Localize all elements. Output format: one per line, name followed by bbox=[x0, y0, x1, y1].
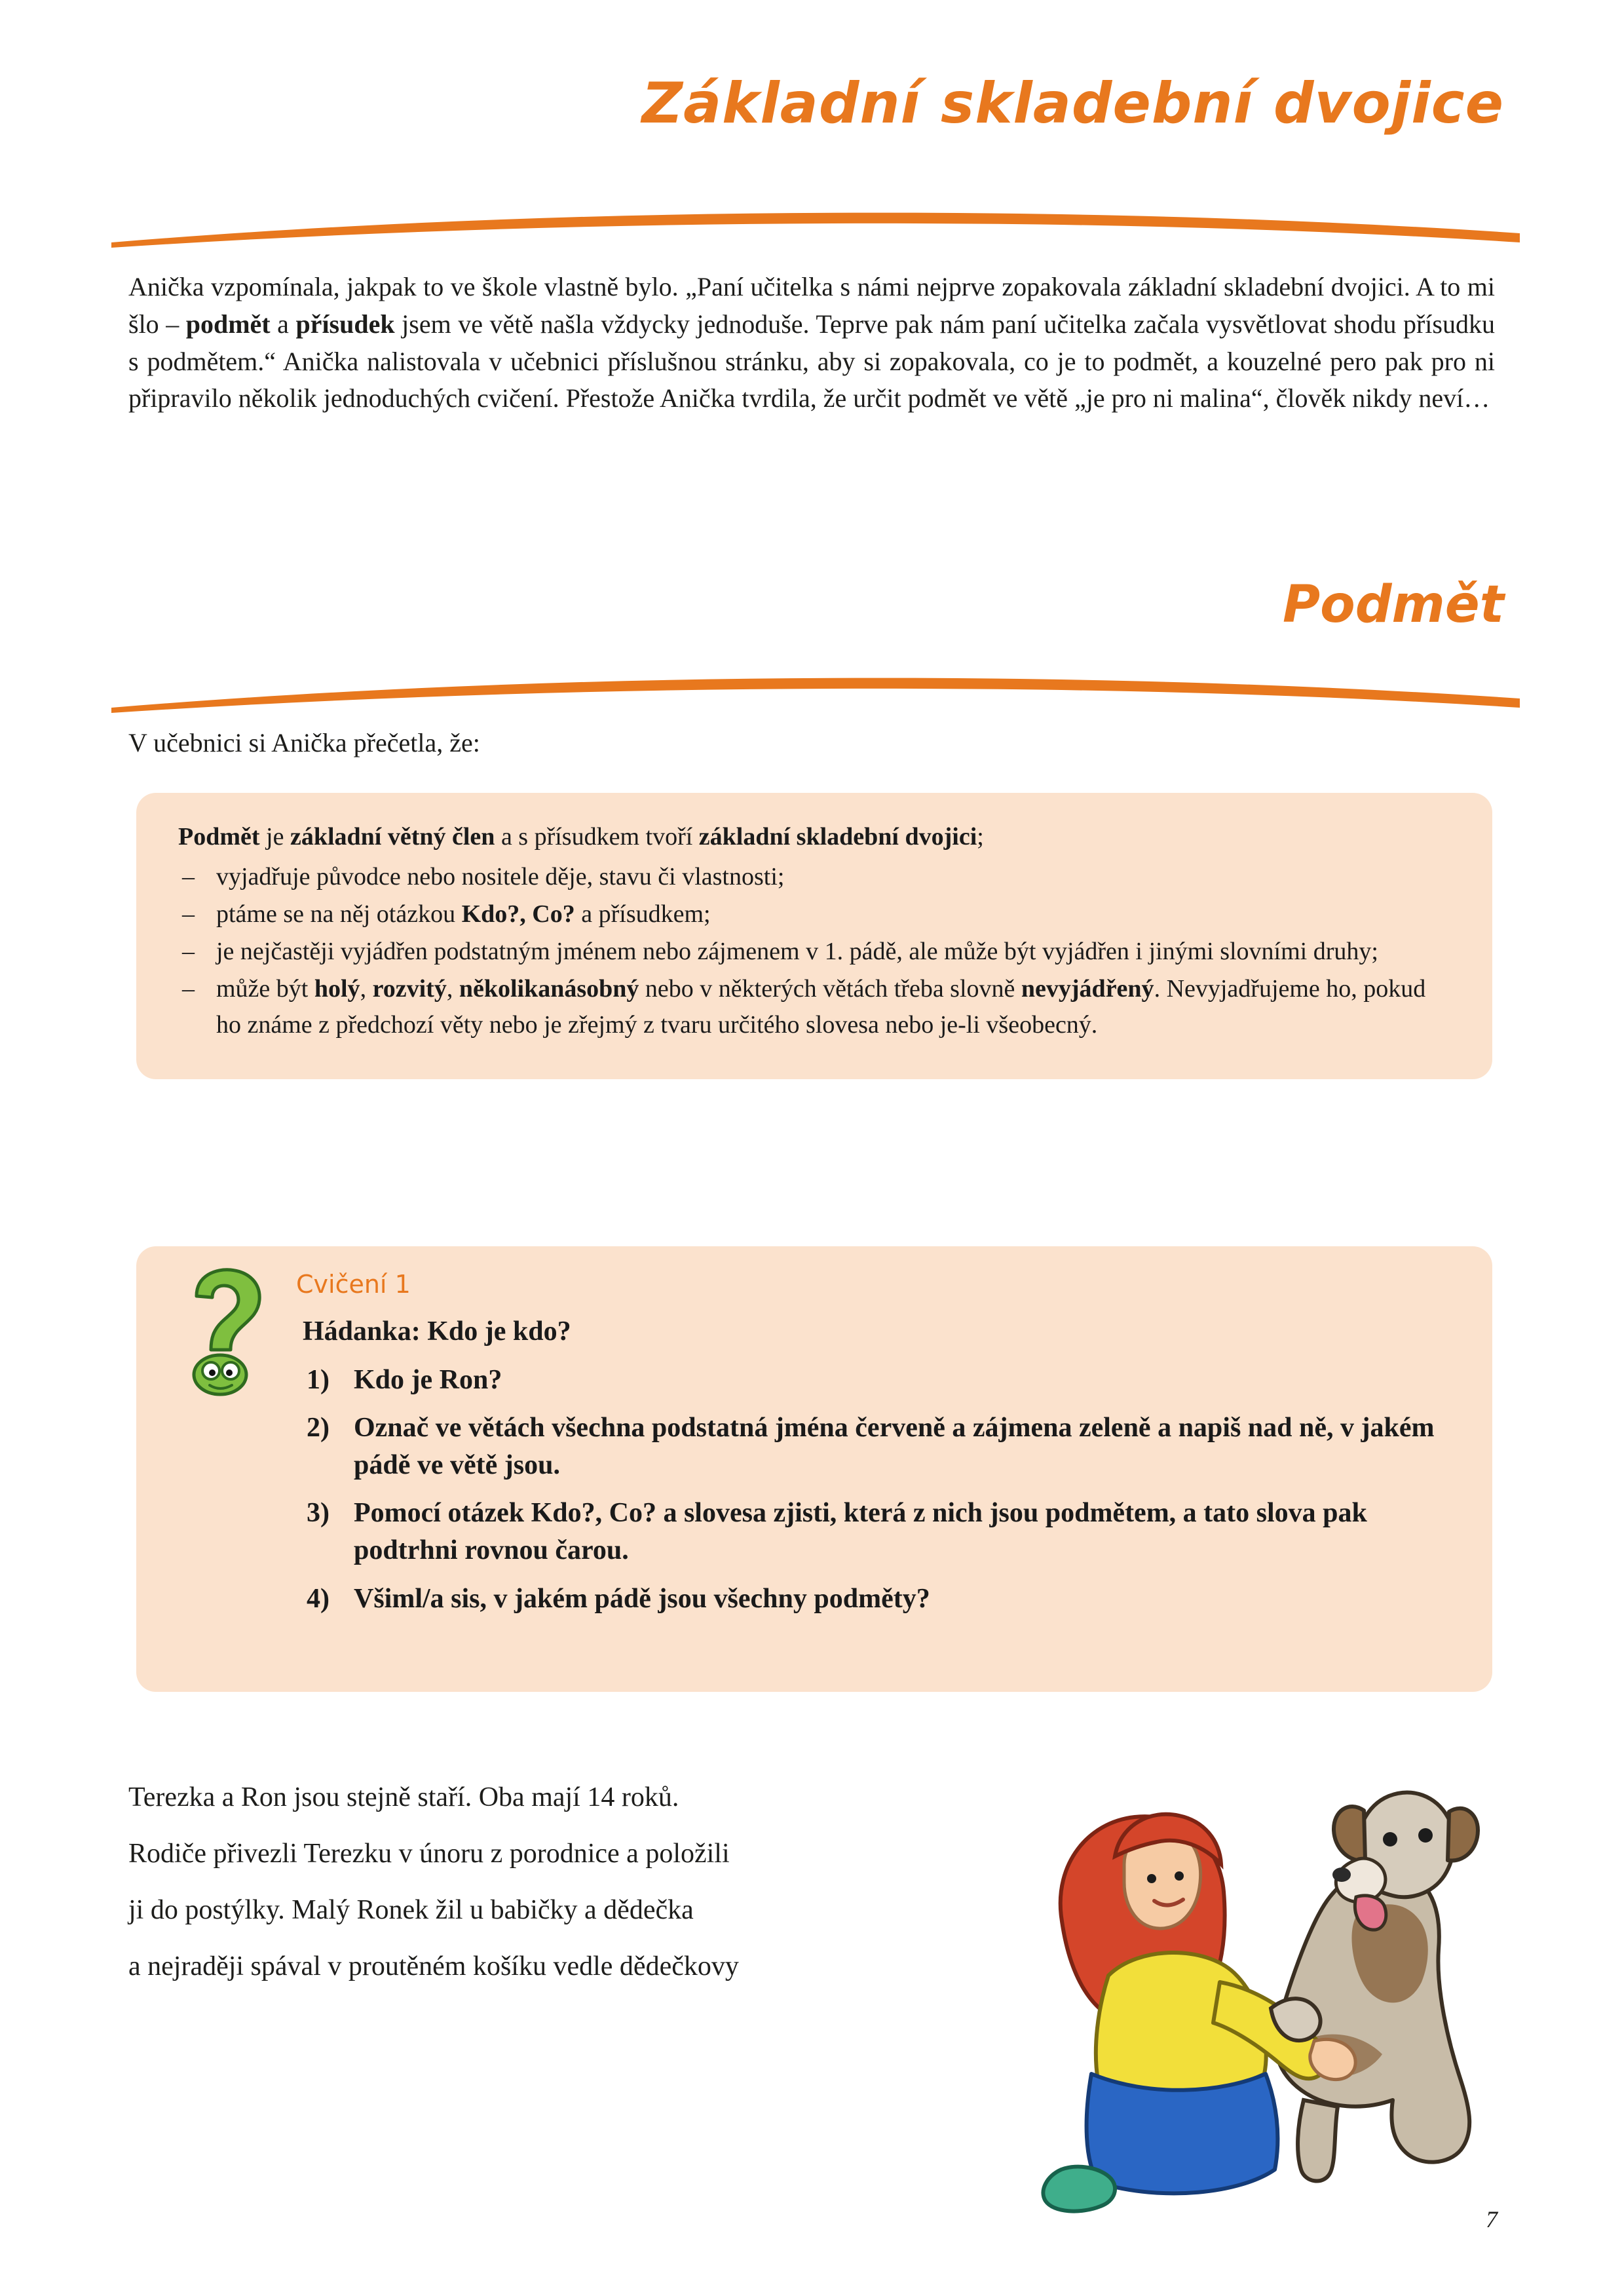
task-text: Pomocí otázek Kdo?, Co? a slovesa zjisti, která z nich jsou podmětem, a tato slova pak podtrhni rovnou čarou. bbox=[354, 1498, 1367, 1566]
definition-text-3: ; bbox=[977, 823, 984, 851]
intro-text-3: jsem ve větě našla vždycky jednoduše. Teprve pak nám paní učitelka začala vysvětlovat shodu přísudku s podmětem.“ Anička nalistovala v učebnici příslušnou stránku, aby si zopakovala, co je to podmět, a kouzelné pero pak pro ni připravilo několik jednoduchých cvičení. Přestože Anička tvrdila, že určit podmět ve větě „je pro ni malina“, člověk nikdy neví… bbox=[128, 309, 1495, 413]
lead-text: V učebnici si Anička přečetla, že: bbox=[128, 728, 480, 757]
definition-item-bold-holy: holý bbox=[314, 975, 360, 1003]
task-text: Označ ve větách všechna podstatná jména červeně a zájmena zeleně a napiš nad ně, v jakém pádě ve větě jsou. bbox=[354, 1413, 1435, 1481]
task-text: Kdo je Ron? bbox=[354, 1365, 502, 1395]
girl-with-dog-illustration bbox=[963, 1700, 1539, 2218]
story-text bbox=[128, 1769, 1000, 1995]
exercise-task bbox=[178, 1495, 1450, 1569]
definition-item-sep-1: , bbox=[360, 975, 373, 1003]
definition-text-1: je bbox=[259, 823, 290, 851]
intro-bold-podmet: podmět bbox=[185, 309, 271, 339]
story-line: Rodiče přivezli Terezku v únoru z porodnice a položili bbox=[128, 1839, 730, 1869]
list-dash-icon: – bbox=[182, 863, 195, 891]
list-dash-icon: – bbox=[182, 975, 195, 1003]
definition-item-bold-rozvity: rozvitý bbox=[372, 975, 447, 1003]
page-title: Základní skladební dvojice bbox=[641, 71, 1504, 136]
definition-item-bold-nekolikanasobny: několikanásobný bbox=[459, 975, 639, 1003]
definition-bold-1: základní větný člen bbox=[290, 823, 495, 851]
definition-text-2: a s přísudkem tvoří bbox=[495, 823, 699, 851]
definition-item-text: vyjadřuje původce nebo nositele děje, stavu či vlastnosti; bbox=[216, 863, 785, 891]
definition-list-item bbox=[178, 859, 1450, 895]
exercise-box bbox=[136, 1246, 1492, 1692]
story-line: a nejraději spával v proutěném košíku vedle dědečkovy bbox=[128, 1951, 739, 1982]
definition-item-bold-nevyjadreny: nevyjádřený bbox=[1021, 975, 1154, 1003]
task-number: 4) bbox=[307, 1583, 330, 1614]
intro-text-2: a bbox=[270, 309, 296, 339]
story-line: ji do postýlky. Malý Ronek žil u babičky a dědečka bbox=[128, 1895, 694, 1926]
definition-first-line bbox=[178, 819, 1450, 855]
definition-list-item bbox=[178, 934, 1450, 970]
list-dash-icon: – bbox=[182, 938, 195, 966]
task-number: 3) bbox=[307, 1498, 330, 1529]
exercise-title: Cvičení 1 bbox=[296, 1270, 411, 1299]
page-number: 7 bbox=[1486, 2206, 1498, 2232]
definition-item-sep-3: nebo v některých větách třeba slovně bbox=[639, 975, 1021, 1003]
story-line: Terezka a Ron jsou stejně staří. Oba mají 14 roků. bbox=[128, 1782, 679, 1812]
intro-text-1: Anička vzpomínala, jakpak to ve škole vlastně bylo. „Paní učitelka s námi nejprve zopakovala základní skladební dvojici. A to mi šlo – bbox=[128, 272, 1495, 339]
exercise-task-list bbox=[178, 1362, 1450, 1618]
exercise-task bbox=[178, 1580, 1450, 1618]
definition-term: Podmět bbox=[178, 823, 260, 851]
exercise-task bbox=[178, 1409, 1450, 1484]
section-title-podmet: Podmět bbox=[1282, 575, 1504, 634]
section-swoosh-divider bbox=[111, 668, 1520, 714]
intro-paragraph bbox=[128, 269, 1495, 417]
definition-list-item bbox=[178, 971, 1450, 1043]
definition-item-pre: ptáme se na něj otázkou bbox=[216, 900, 462, 928]
definition-list-item bbox=[178, 896, 1450, 932]
definition-item-pre: může být bbox=[216, 975, 314, 1003]
definition-item-bold: Kdo?, Co? bbox=[461, 900, 575, 928]
header-swoosh-divider bbox=[111, 203, 1520, 249]
list-dash-icon: – bbox=[182, 900, 195, 928]
definition-item-post: . Nevyjadřujeme ho, pokud ho známe z předchozí věty nebo je zřejmý z tvaru určitého slovesa nebo je-li všeobecný. bbox=[216, 975, 1426, 1039]
definition-bold-2: základní skladební dvojici bbox=[698, 823, 977, 851]
exercise-question: Hádanka: Kdo je kdo? bbox=[303, 1316, 571, 1347]
definition-item-post: a přísudkem; bbox=[575, 900, 711, 928]
task-number: 1) bbox=[307, 1365, 330, 1395]
definition-box bbox=[136, 793, 1492, 1079]
task-number: 2) bbox=[307, 1413, 330, 1444]
exercise-task bbox=[178, 1362, 1450, 1399]
definition-item-sep-2: , bbox=[446, 975, 459, 1003]
definition-list bbox=[178, 859, 1450, 1043]
intro-bold-prisudek: přísudek bbox=[295, 309, 395, 339]
task-text: Všiml/a sis, v jakém pádě jsou všechny podměty? bbox=[354, 1583, 930, 1614]
definition-item-text: je nejčastěji vyjádřen podstatným jménem nebo zájmenem v 1. pádě, ale může být vyjádřen i jinými slovními druhy; bbox=[216, 938, 1378, 966]
